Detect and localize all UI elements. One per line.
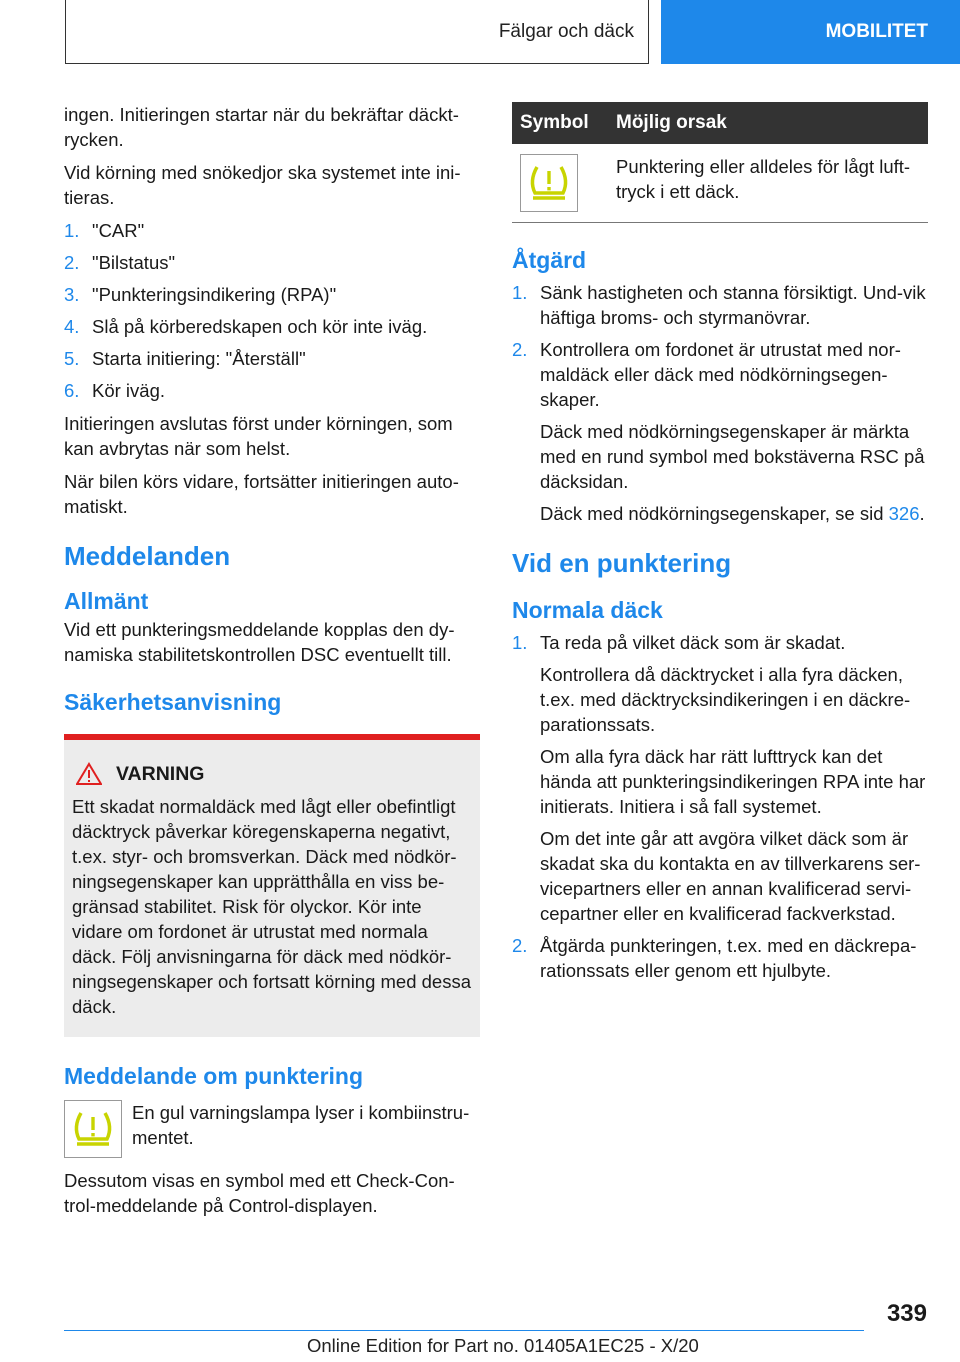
heading-meddelande-om-punktering: Meddelande om punktering: [64, 1063, 364, 1089]
list-item: 6. Kör iväg.: [64, 380, 166, 401]
init-steps-list: [64, 218, 480, 403]
atgard-list: [512, 280, 928, 526]
warning-triangle-icon: [76, 762, 102, 786]
heading-meddelanden: Meddelanden: [64, 541, 231, 571]
list-item: 4. Slå på körberedskapen och kör inte iväg.: [64, 316, 428, 337]
list-item: 1. Sänk hastigheten och stanna försiktigt. Und-vik häftiga broms- och styrmanövrar.: [512, 282, 926, 328]
tire-pressure-warning-icon: [64, 1100, 122, 1158]
heading-sakerhetsanvisning: Säkerhetsanvisning: [64, 689, 282, 715]
body-paragraph: Initieringen avslutas först under körningen, som kan avbrytas när som helst.: [64, 413, 453, 459]
footer-edition: Online Edition for Part no. 01405A1EC25 - X/20: [307, 1335, 699, 1356]
heading-allmant: Allmänt: [64, 588, 149, 614]
page-number: 339: [886, 1300, 927, 1327]
symbol-cell: [512, 144, 608, 223]
normala-list: [512, 630, 928, 983]
list-item: 2. Kontrollera om fordonet är utrustat med nor-maldäck eller däck med nödkörningsegen-skaper. Däck med nödkörningsegenskaper är märkta med en rund symbol med bokstäverna RSC på däcksidan. Däck med nödkörningsegenskaper, se sid 326.: [512, 337, 928, 526]
cross-reference: Däck med nödkörningsegenskaper, se sid 326.: [540, 503, 925, 524]
check-control-text: Dessutom visas en symbol med ett Check-Con-trol-meddelande på Control-displayen.: [64, 1170, 455, 1216]
header-chapter-tab[interactable]: MOBILITET: [661, 0, 960, 64]
heading-atgard: Åtgärd: [512, 247, 587, 273]
heading-normala-dack: Normala däck: [512, 597, 663, 623]
table-row: [512, 144, 928, 223]
table-header: Möjlig orsak: [608, 102, 928, 144]
table-header: Symbol: [512, 102, 608, 144]
list-item: 5. Starta initiering: "Återställ": [64, 348, 306, 369]
list-item: 2. Åtgärda punkteringen, t.ex. med en däckrepa-rationssats eller genom ett hjulbyte.: [512, 935, 917, 981]
intro-paragraph: Vid körning med snökedjor ska systemet inte ini-tieras.: [64, 162, 461, 208]
symbol-table: [512, 102, 928, 223]
allmant-paragraph: Vid ett punkteringsmeddelande kopplas den dy-namiska stabilitetskontrollen DSC eventuellt till.: [64, 619, 455, 665]
footer-divider: [64, 1330, 864, 1331]
warning-text: Ett skadat normaldäck med lågt eller obefintligt däcktryck påverkar köregenskaperna negativt, t.ex. styr- och bromsverkan. Däck med nödkör-ningsegenskaper kan upprätthålla en viss be-gränsad stabilitet. Risk för olyckor. Kör inte vidare om fordonet är utrustat med normala däck. Följ anvisningarna för däck med nödkör-ningsegenskaper och fortsatt körning med dessa däck.: [72, 796, 472, 1017]
list-item: 3. "Punkteringsindikering (RPA)": [64, 284, 337, 305]
list-item: 2. "Bilstatus": [64, 252, 176, 273]
intro-paragraph: ingen. Initieringen startar när du bekräftar däckt-rycken.: [64, 104, 459, 150]
list-item: 1. Ta reda på vilket däck som är skadat. Kontrollera då däcktrycket i alla fyra däcken, t.ex. med däcktrycksindikeringen i en däckre-parationssats. Om alla fyra däck har rätt lufttryck kan det hända att punkteringsindikeringen RPA inte har initierats. Initiera i så fall systemet. Om det inte går att avgöra vilket däck som är skadat ska du kontakta en av tillverkarens ser-vicepartners eller en annan kvalificerad servi-cepartner eller en kvalificerad fackverkstad.: [512, 632, 926, 924]
lamp-text: En gul varningslampa lyser i kombiinstru-mentet.: [132, 1102, 470, 1148]
body-paragraph: När bilen körs vidare, fortsätter initieringen auto-matiskt.: [64, 471, 459, 517]
lamp-row: [64, 1100, 480, 1158]
tire-pressure-warning-icon: [520, 154, 578, 212]
list-item: 1. "CAR": [64, 220, 145, 241]
warning-title: VARNING: [72, 762, 472, 786]
warning-box: [64, 734, 480, 1037]
header-section-title: Fälgar och däck: [65, 0, 649, 64]
right-column: [512, 102, 928, 991]
cause-cell: Punktering eller alldeles för lågt luft-tryck i ett däck.: [608, 144, 928, 223]
heading-vid-en-punktering: Vid en punktering: [512, 548, 732, 578]
page-reference-link[interactable]: 326: [888, 503, 920, 524]
left-column: [64, 102, 480, 1226]
